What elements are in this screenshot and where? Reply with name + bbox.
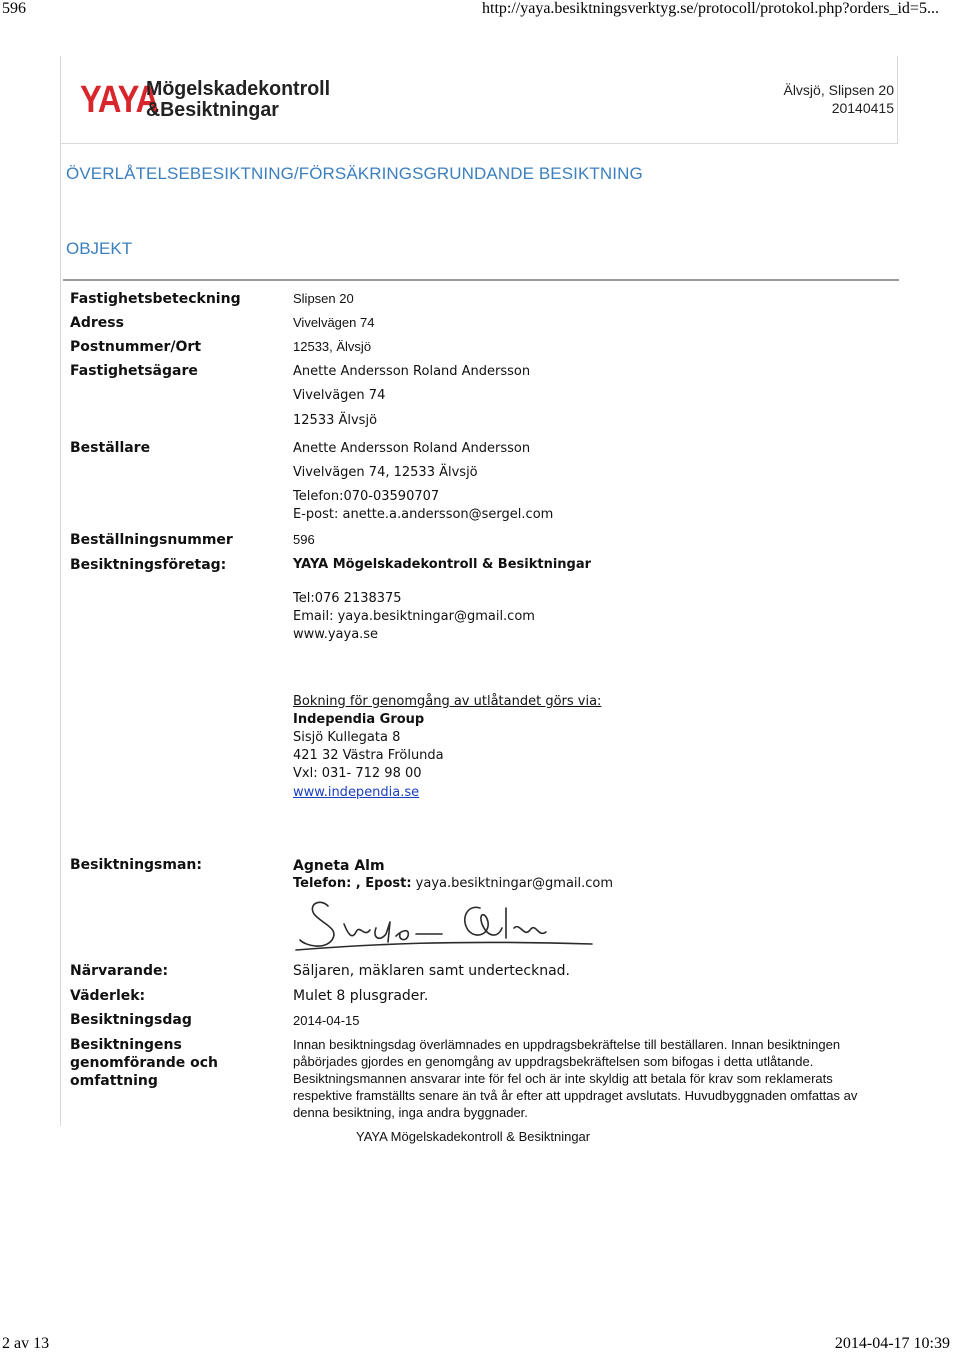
signature-image [292,894,602,956]
label-omfattning-3: omfattning [70,1073,158,1089]
value-postnummer: 12533, Älvsjö [293,339,372,354]
omfattning-text: Innan besiktningsdag överlämnades en uppdragsbekräftelse till beställaren. Innan besiktningen påbörjades gjordes en genomgång av uppdragsbekräftelsen som bifogas i detta utlåtande. Besiktningsmannen ansvarar inte för fel och är inte skyldig att betala för krav som reklamerats respektive framställts senare än två år efter att uppdraget avslutats. Huvudbyggnaden omfattas av denna besiktning, inga andra byggnader. [293,1037,858,1120]
booking-web-link[interactable]: www.independia.se [293,785,420,800]
booking-intro: Bokning för genomgång av utlåtandet görs via: [293,694,602,709]
print-timestamp: 2014-04-17 10:39 [834,1335,950,1352]
frame-right-line [897,56,898,144]
header-location: Älvsjö, Slipsen 20 [783,82,894,98]
label-omfattning-1: Besiktningens [70,1037,182,1053]
value-client-phone: Telefon:070-03590707 [293,489,440,504]
label-omfattning-2: genomförande och [70,1055,218,1071]
booking-city: 421 32 Västra Frölunda [293,748,444,763]
value-client-address: Vivelvägen 74, 12533 Älvsjö [293,465,478,480]
section-rule [63,279,899,281]
section-title: OBJEKT [66,239,133,258]
logo-line-1: Mögelskadekontroll [146,78,331,100]
page-footer-company: YAYA Mögelskadekontroll & Besiktningar [356,1129,591,1144]
print-page-number: 596 [2,0,26,17]
value-narvarande: Säljaren, mäklaren samt undertecknad. [293,963,570,979]
logo-line-2: &Besiktningar [146,99,279,121]
value-company-name: YAYA Mögelskadekontroll & Besiktningar [293,557,592,572]
label-besiktningsdag: Besiktningsdag [70,1012,192,1028]
booking-phone: Vxl: 031- 712 98 00 [293,766,422,781]
value-bestallningsnummer: 596 [293,532,315,547]
value-adress: Vivelvägen 74 [293,315,375,330]
label-postnummer: Postnummer/Ort [70,339,202,355]
header-date: 20140415 [831,100,894,116]
value-fastighetsbeteckning: Slipsen 20 [293,291,354,306]
value-vaderlek: Mulet 8 plusgrader. [293,988,429,1004]
booking-company: Independia Group [293,712,425,727]
label-adress: Adress [70,315,124,331]
value-owner-postal: 12533 Älvsjö [293,413,378,428]
value-client-email: E-post: anette.a.andersson@sergel.com [293,507,554,522]
company-logo [80,76,360,124]
print-page-count: 2 av 13 [2,1335,50,1352]
value-owner-street: Vivelvägen 74 [293,388,386,403]
inspector-email: yaya.besiktningar@gmail.com [415,876,614,891]
label-narvarande: Närvarande: [70,963,169,979]
value-company-web: www.yaya.se [293,627,379,642]
inspector-contact-label: Telefon: , Epost: [293,876,412,891]
label-fastighetsbeteckning: Fastighetsbeteckning [70,291,241,307]
document-title: ÖVERLÅTELSEBESIKTNING/FÖRSÄKRINGSGRUNDANDE BESIKTNING [66,164,643,183]
frame-left-line [60,56,61,1126]
label-besiktningsman: Besiktningsman: [70,857,202,873]
value-company-email: Email: yaya.besiktningar@gmail.com [293,609,535,624]
label-bestallare: Beställare [70,440,151,456]
booking-street: Sisjö Kullegata 8 [293,730,401,745]
label-besiktningsforetag: Besiktningsföretag: [70,557,227,573]
print-url: http://yaya.besiktningsverktyg.se/protocoll/protokol.php?orders_id=5... [482,0,939,17]
logo-brand: YAYA [80,79,159,121]
value-besiktningsdag: 2014-04-15 [293,1013,360,1028]
value-client-name: Anette Andersson Roland Andersson [293,441,531,456]
label-fastighetsagare: Fastighetsägare [70,363,198,379]
label-bestallningsnummer: Beställningsnummer [70,532,233,548]
value-company-tel: Tel:076 2138375 [293,591,402,606]
header-divider [60,143,898,144]
value-owner-name: Anette Andersson Roland Andersson [293,364,531,379]
label-vaderlek: Väderlek: [70,988,146,1004]
inspector-name: Agneta Alm [293,858,385,874]
